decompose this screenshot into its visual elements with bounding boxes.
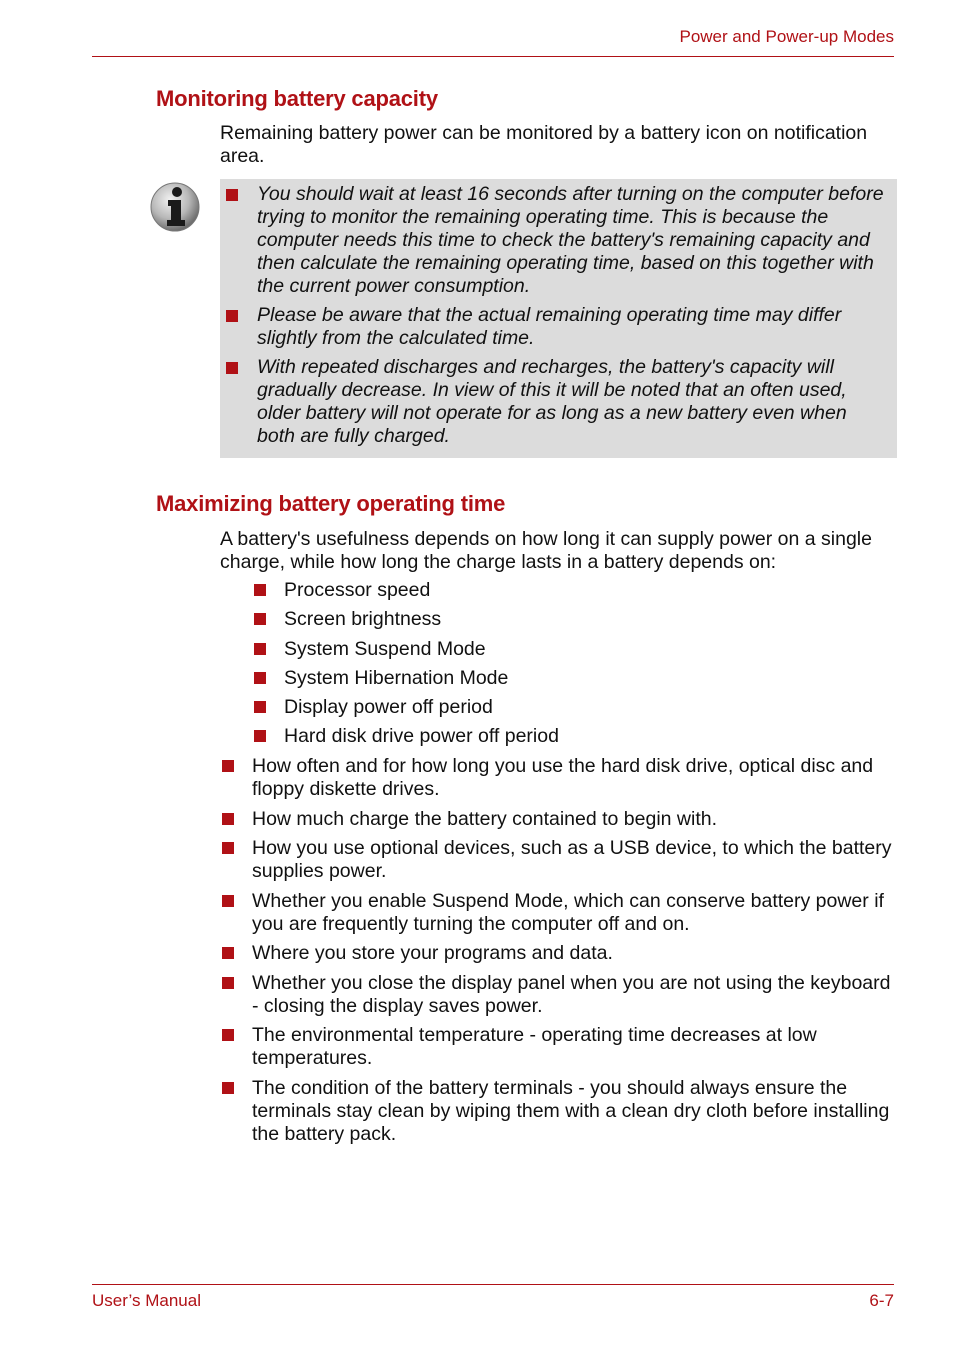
section-intro-monitoring: Remaining battery power can be monitored by a battery icon on notification area.	[220, 122, 868, 167]
footer-rule	[92, 1284, 894, 1285]
list-item	[252, 696, 559, 725]
bullet-square-icon	[222, 842, 234, 854]
list-item-text: The condition of the battery terminals - you should always ensure the terminals stay clean by wiping them with a clean dry cloth before installing the battery pack.	[252, 1076, 890, 1145]
list-item-text: Display power off period	[284, 696, 493, 719]
bullet-square-icon	[222, 977, 234, 989]
note-item	[220, 183, 887, 298]
list-item-text: Whether you close the display panel when you are not using the keyboard - closing the display saves power.	[252, 971, 891, 1017]
section-intro-maximizing: A battery's usefulness depends on how long it can supply power on a single charge, while how long the charge lasts in a battery depends on:	[220, 528, 872, 573]
bullet-square-icon	[222, 947, 234, 959]
note-list	[220, 183, 887, 448]
list-item	[220, 755, 900, 801]
list-item	[220, 837, 900, 883]
list-item	[252, 725, 559, 754]
bullet-square-icon	[254, 643, 266, 655]
bullet-square-icon	[254, 584, 266, 596]
note-item	[220, 356, 887, 448]
list-item	[220, 1077, 900, 1146]
bullet-square-icon	[254, 672, 266, 684]
section-heading-monitoring: Monitoring battery capacity	[156, 86, 438, 111]
factor-list	[220, 755, 900, 1146]
bullet-square-icon	[226, 362, 238, 374]
list-item	[252, 638, 559, 667]
bullet-square-icon	[222, 813, 234, 825]
note-text: With repeated discharges and recharges, the battery's capacity will gradually decrease. In view of this it will be noted that an often used, older battery will not operate for as long as a new battery even when both are fully charged.	[257, 356, 847, 447]
list-item-text: How often and for how long you use the hard disk drive, optical disc and floppy diskette drives.	[252, 755, 874, 800]
list-item	[220, 1024, 900, 1070]
list-item	[220, 972, 900, 1018]
note-text: Please be aware that the actual remaining operating time may differ slightly from the calculated time.	[257, 304, 842, 349]
note-box	[220, 179, 897, 458]
list-item	[220, 942, 900, 965]
bullet-square-icon	[254, 701, 266, 713]
info-icon	[148, 180, 202, 234]
list-item	[252, 579, 559, 608]
page-number: 6-7	[869, 1291, 894, 1310]
header-rule	[92, 56, 894, 57]
list-item-text: How you use optional devices, such as a USB device, to which the battery supplies power.	[252, 837, 892, 882]
bullet-square-icon	[222, 760, 234, 772]
list-item-text: Processor speed	[284, 579, 431, 601]
note-text: You should wait at least 16 seconds after turning on the computer before trying to monitor the remaining operating time. This is because the computer needs this time to check the battery's remaining capacity and then calculate the remaining operating time, based on this together with the current power consumption.	[257, 183, 884, 297]
list-item-text: System Hibernation Mode	[284, 666, 509, 689]
list-item-text: The environmental temperature - operating time decreases at low temperatures.	[252, 1024, 817, 1069]
list-item-text: Where you store your programs and data.	[252, 942, 613, 964]
bullet-square-icon	[222, 1029, 234, 1041]
note-item	[220, 304, 887, 350]
footer-manual-title: User’s Manual	[92, 1291, 201, 1310]
list-item	[220, 890, 900, 936]
bullet-square-icon	[222, 1082, 234, 1094]
section-heading-maximizing: Maximizing battery operating time	[156, 491, 506, 516]
list-item-text: Hard disk drive power off period	[284, 725, 559, 748]
running-header: Power and Power-up Modes	[679, 27, 894, 46]
bullet-square-icon	[226, 310, 238, 322]
factor-sub-list	[252, 579, 559, 755]
bullet-square-icon	[254, 613, 266, 625]
bullet-square-icon	[226, 189, 238, 201]
bullet-square-icon	[222, 895, 234, 907]
list-item-text: How much charge the battery contained to begin with.	[252, 807, 718, 830]
list-item	[220, 808, 900, 831]
list-item	[252, 608, 559, 637]
list-item	[252, 667, 559, 696]
list-item-text: System Suspend Mode	[284, 637, 486, 660]
list-item-text: Whether you enable Suspend Mode, which can conserve battery power if you are frequently turning the computer off and on.	[252, 889, 884, 935]
list-item-text: Screen brightness	[284, 608, 442, 631]
bullet-square-icon	[254, 730, 266, 742]
